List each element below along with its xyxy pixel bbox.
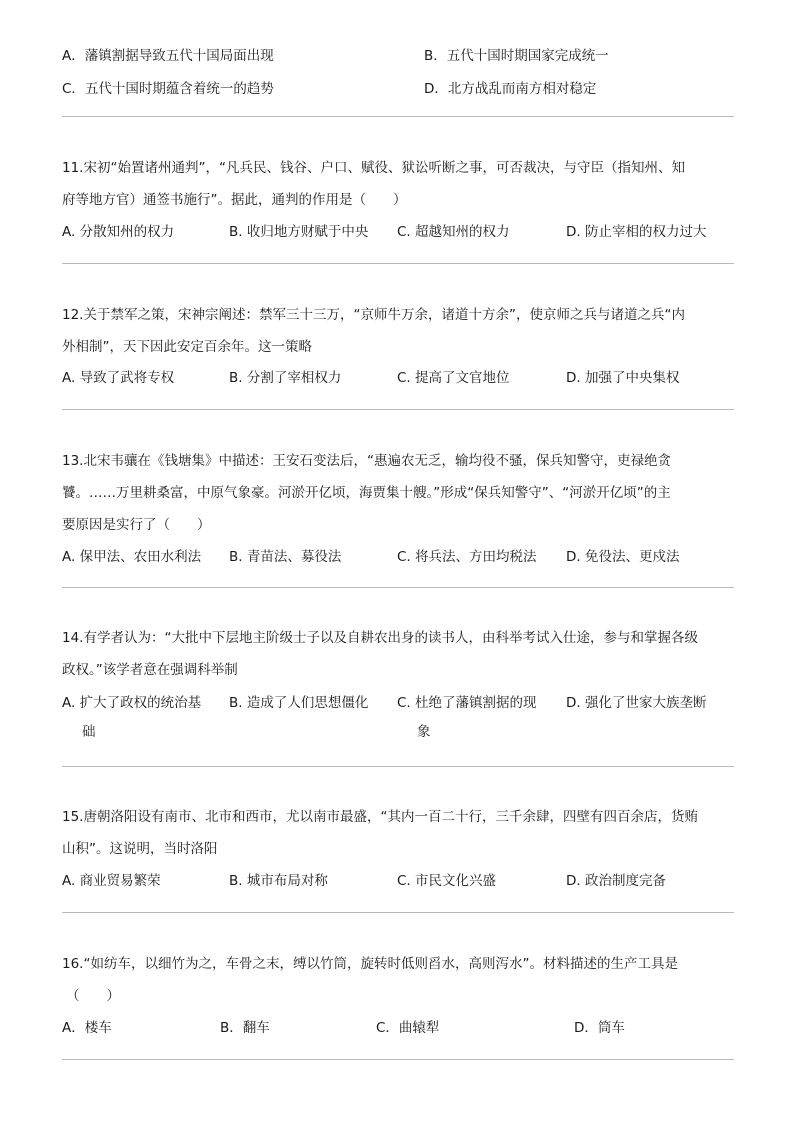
- q11-option-c: C. 超越知州的权力: [397, 224, 510, 240]
- q10-option-b: B．五代十国时期国家完成统一: [424, 48, 609, 64]
- q15-stem-line2: 山积”。这说明，当时洛阳: [62, 841, 218, 857]
- divider: [62, 587, 734, 588]
- divider: [62, 116, 734, 117]
- q13-option-a: A. 保甲法、农田水利法: [62, 549, 202, 565]
- q16-stem-line2: （ ）: [66, 988, 120, 1004]
- q14-option-a: [62, 694, 201, 741]
- q15-option-b: B. 城市布局对称: [229, 873, 328, 889]
- divider: [62, 766, 734, 767]
- q16-option-a: A．楼车: [62, 1020, 112, 1036]
- q11-stem-line2: 府等地方官）通签书施行”。据此，通判的作用是（ ）: [62, 192, 407, 208]
- q14-option-b: B. 造成了人们思想僵化: [229, 695, 369, 711]
- q14-stem-line2: 政权。”该学者意在强调科举制: [62, 662, 238, 678]
- q12-option-a: A. 导致了武将专权: [62, 370, 175, 386]
- q14-option-c-line2: 象: [417, 724, 431, 740]
- divider: [62, 1059, 734, 1060]
- q14-option-c-line1: C. 杜绝了藩镇割据的现: [397, 695, 537, 711]
- q14-stem-line1: 14.有学者认为：“大批中下层地主阶级士子以及自耕农出身的读书人，由科举考试入仕途，参与和掌握各级: [62, 630, 698, 646]
- q13-stem-line1: 13.北宋韦骧在《钱塘集》中描述：王安石变法后，“惠遍农无乏，输均役不骚，保兵知警守，吏禄绝贪: [62, 453, 671, 469]
- q13-option-b: B. 青苗法、募役法: [229, 549, 342, 565]
- q14-option-a-line1: A. 扩大了政权的统治基: [62, 695, 202, 711]
- q11-option-d: D. 防止宰相的权力过大: [566, 224, 707, 240]
- q11-option-a: A. 分散知州的权力: [62, 224, 175, 240]
- q13-stem-line3: 要原因是实行了（ ）: [62, 517, 211, 533]
- q16-option-c: C．曲辕犁: [376, 1020, 440, 1036]
- q16-option-b: B．翻车: [220, 1020, 270, 1036]
- q15-option-a: A. 商业贸易繁荣: [62, 873, 161, 889]
- q12-stem-line2: 外相制”，天下因此安定百余年。这一策略: [62, 339, 312, 355]
- q11-stem-line1: 11.宋初“始置诸州通判”，“凡兵民、钱谷、户口、赋役、狱讼听断之事，可否裁决，与守臣（指知州、知: [62, 160, 685, 176]
- divider: [62, 409, 734, 410]
- q10-option-a: A．藩镇割据导致五代十国局面出现: [62, 48, 274, 64]
- q12-stem-line1: 12.关于禁军之策，宋神宗阐述：禁军三十三万，“京师牛万余，诸道十方余”，使京师之兵与诸道之兵“内: [62, 307, 685, 323]
- q15-option-c: C. 市民文化兴盛: [397, 873, 497, 889]
- q16-stem-line1: 16.“如纺车，以细竹为之，车骨之末，缚以竹筒，旋转时低则舀水，高则泻水”。材料描述的生产工具是: [62, 956, 678, 972]
- q15-option-d: D. 政治制度完备: [566, 873, 666, 889]
- q12-option-c: C. 提高了文官地位: [397, 370, 510, 386]
- q15-stem-line1: 15.唐朝洛阳设有南市、北市和西市，尤以南市最盛，“其内一百二十行，三千余肆，四壁有四百余店，货贿: [62, 809, 698, 825]
- divider: [62, 912, 734, 913]
- q12-option-d: D. 加强了中央集权: [566, 370, 680, 386]
- q16-option-d: D．筒车: [574, 1020, 625, 1036]
- q14-option-c: [397, 694, 537, 741]
- q11-option-b: B. 收归地方财赋于中央: [229, 224, 369, 240]
- q13-option-d: D. 免役法、更戍法: [566, 549, 680, 565]
- q10-option-c: C．五代十国时期蕴含着统一的趋势: [62, 81, 274, 97]
- divider: [62, 263, 734, 264]
- q10-option-d: D．北方战乱而南方相对稳定: [424, 81, 597, 97]
- q14-option-a-line2: 础: [82, 724, 96, 740]
- q12-option-b: B. 分割了宰相权力: [229, 370, 342, 386]
- q13-stem-line2: 饕。……万里耕桑富，中原气象豪。河淤开亿顷，海贾集十艘。”形成“保兵知警守”、“河淤开亿顷”的主: [62, 485, 671, 501]
- q13-option-c: C. 将兵法、方田均税法: [397, 549, 537, 565]
- q14-option-d: D. 强化了世家大族垄断: [566, 695, 707, 711]
